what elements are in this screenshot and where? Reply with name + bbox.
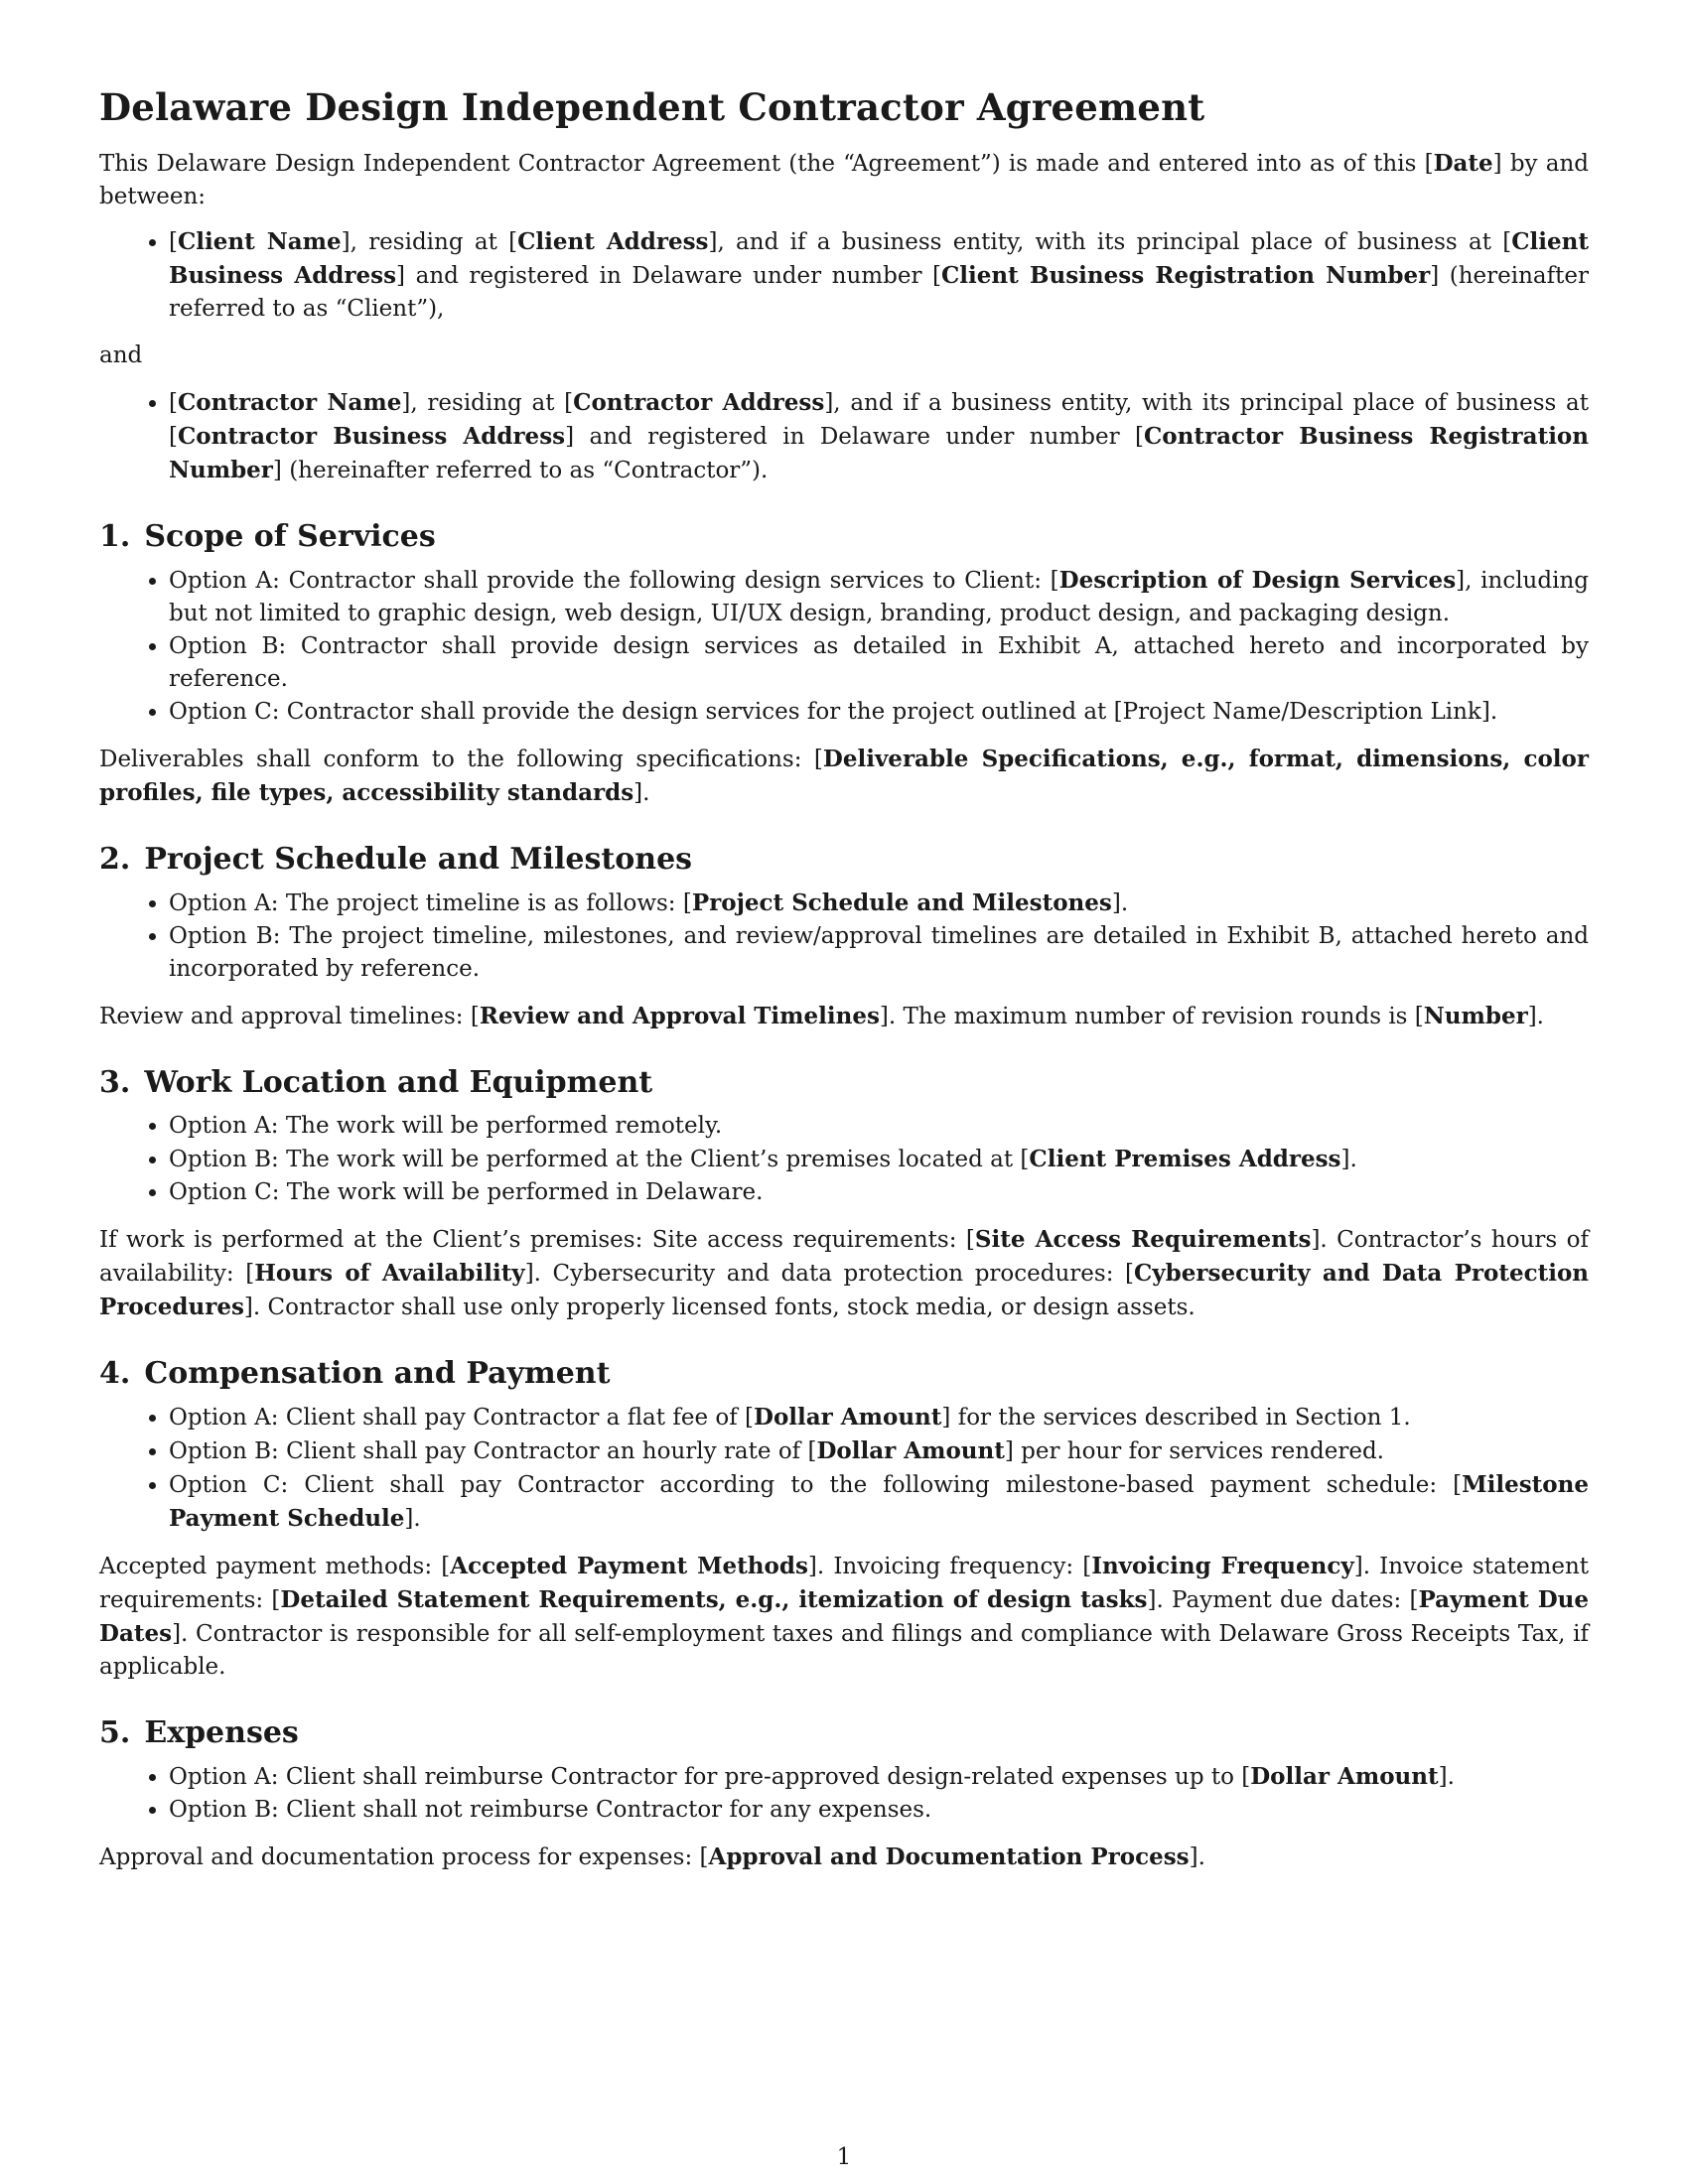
contractor-registration-placeholder: Contractor Business Registration Number bbox=[169, 423, 1589, 483]
review-paragraph: Review and approval timelines: [Review and Approval Timelines]. The maximum number of revision rounds is [Number]. bbox=[99, 1003, 1544, 1029]
section-heading-schedule: 2. Project Schedule and Milestones bbox=[99, 842, 693, 877]
list-item: • Option A: The work will be performed remotely. bbox=[169, 1110, 1589, 1143]
list-item: • Option C: Client shall pay Contractor according to the following milestone-based payment schedule: [Milestone Payment Schedule]. bbox=[169, 1468, 1589, 1536]
contractor-address-placeholder: Contractor Address bbox=[573, 389, 825, 416]
contractor-name-placeholder: Contractor Name bbox=[177, 389, 402, 416]
list-item: • Option B: Client shall pay Contractor an hourly rate of [Dollar Amount] per hour for services rendered. bbox=[169, 1434, 1589, 1468]
intro-paragraph: This Delaware Design Independent Contractor Agreement (the “Agreement”) is made and entered into as of this [Date] by and between: bbox=[99, 150, 1589, 209]
and-separator: and bbox=[99, 342, 143, 368]
list-item: • Option B: The project timeline, milestones, and review/approval timelines are detailed in Exhibit B, attached hereto and incorporated by reference. bbox=[169, 920, 1589, 986]
approval-paragraph: Approval and documentation process for expenses: [Approval and Documentation Process]. bbox=[99, 1843, 1205, 1870]
document-page bbox=[99, 85, 1589, 1886]
list-item: • Option A: Contractor shall provide the following design services to Client: [Description of Design Services], including but not limited to graphic design, web design, UI/UX design, branding, product design, and packaging design. bbox=[169, 564, 1589, 630]
list-item: • Option C: The work will be performed in Delaware. bbox=[169, 1176, 1589, 1209]
deliverables-paragraph: Deliverables shall conform to the following specifications: [Deliverable Specifications, e.g., format, dimensions, color profiles, file types, accessibility standards]. bbox=[99, 746, 1589, 806]
contractor-party: • [Contractor Name], residing at [Contractor Address], and if a business entity, with its principal place of business at [Contractor Business Address] and registered in Delaware under number [Contractor Business Registration Number] (hereinafter referred to as “Contractor”). bbox=[169, 386, 1589, 487]
client-registration-placeholder: Client Business Registration Number bbox=[941, 262, 1431, 289]
list-item: • Option B: Contractor shall provide design services as detailed in Exhibit A, attached hereto and incorporated by reference. bbox=[169, 630, 1589, 696]
document-title: Delaware Design Independent Contractor Agreement bbox=[99, 85, 1205, 129]
section-heading-compensation: 4. Compensation and Payment bbox=[99, 1356, 611, 1391]
section-heading-expenses: 5. Expenses bbox=[99, 1715, 299, 1750]
location-options-list bbox=[99, 1110, 1589, 1209]
list-item: • Option A: The project timeline is as follows: [Project Schedule and Milestones]. bbox=[169, 887, 1589, 920]
contractor-party-list bbox=[99, 386, 1589, 487]
contractor-business-address-placeholder: Contractor Business Address bbox=[177, 423, 566, 450]
client-party-list bbox=[99, 225, 1589, 326]
list-item: • Option B: The work will be performed at the Client’s premises located at [Client Premises Address]. bbox=[169, 1143, 1589, 1176]
date-placeholder: Date bbox=[1433, 150, 1493, 177]
expenses-options-list bbox=[99, 1760, 1589, 1827]
list-item: • Option C: Contractor shall provide the design services for the project outlined at [Project Name/Description Link]. bbox=[169, 696, 1589, 729]
client-party: • [Client Name], residing at [Client Address], and if a business entity, with its principal place of business at [Client Business Address] and registered in Delaware under number [Client Business Registration Number] (hereinafter referred to as “Client”), bbox=[169, 225, 1589, 326]
payment-paragraph: Accepted payment methods: [Accepted Payment Methods]. Invoicing frequency: [Invoicing Frequency]. Invoice statement requirements: [Detailed Statement Requirements, e.g., itemization of design tasks]. Payment due dates: [Payment Due Dates]. Contractor is responsible for all self-employment taxes and filings and compliance with Delaware Gross Receipts Tax, if applicable. bbox=[99, 1553, 1589, 1680]
list-item: • Option A: Client shall reimburse Contractor for pre-approved design-related expenses up to [Dollar Amount]. bbox=[169, 1760, 1589, 1794]
client-business-address-placeholder: Client Business Address bbox=[169, 228, 1589, 289]
scope-options-list bbox=[99, 564, 1589, 729]
page-number: 1 bbox=[836, 2144, 852, 2170]
section-heading-scope: 1. Scope of Services bbox=[99, 519, 436, 554]
list-item: • Option A: Client shall pay Contractor a flat fee of [Dollar Amount] for the services described in Section 1. bbox=[169, 1401, 1589, 1434]
section-heading-work-location: 3. Work Location and Equipment bbox=[99, 1065, 653, 1100]
client-address-placeholder: Client Address bbox=[517, 228, 709, 255]
schedule-options-list bbox=[99, 887, 1589, 986]
premises-paragraph: If work is performed at the Client’s premises: Site access requirements: [Site Access Requirements]. Contractor’s hours of availability: [Hours of Availability]. Cybersecurity and data protection procedures: [Cybersecurity and Data Protection Procedures]. Contractor shall use only properly licensed fonts, stock media, or design assets. bbox=[99, 1226, 1590, 1320]
client-name-placeholder: Client Name bbox=[177, 228, 342, 255]
compensation-options-list bbox=[99, 1401, 1589, 1536]
list-item: • Option B: Client shall not reimburse Contractor for any expenses. bbox=[169, 1794, 1589, 1827]
